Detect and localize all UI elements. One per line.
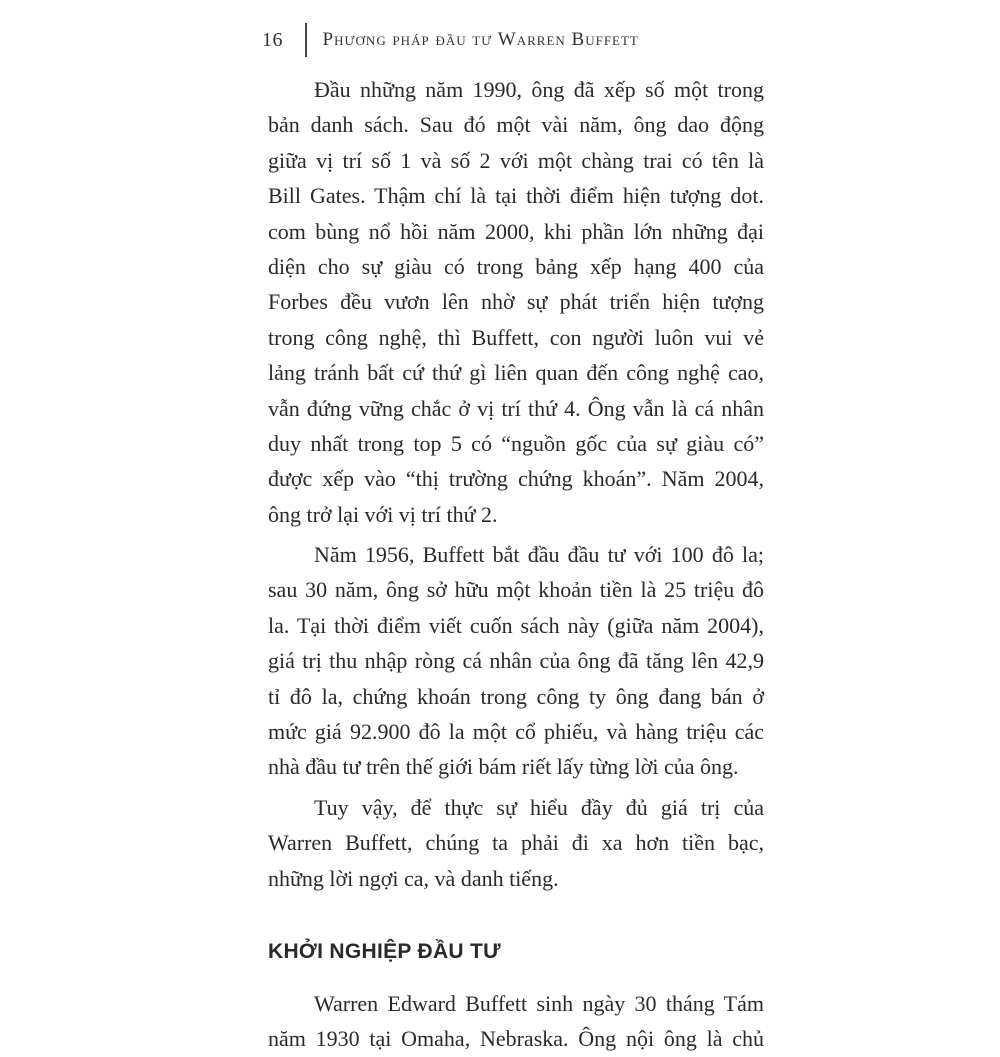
text-line: Tuy vậy, để thực sự hiểu đầy đủ giá trị của bbox=[314, 794, 764, 820]
text-line: được xếp vào “thị trường chứng khoán”. Năm 2004, bbox=[268, 466, 764, 492]
text-line: vẫn đứng vững chắc ở vị trí thứ 4. Ông vẫn là cá nhân bbox=[268, 395, 764, 421]
text-line: mức giá 92.900 đô la một cổ phiếu, và hàng triệu các bbox=[268, 719, 764, 745]
text-line: duy nhất trong top 5 có “nguồn gốc của sự giàu có” bbox=[268, 430, 764, 456]
section-heading: KHỞI NGHIỆP ĐẦU TƯ bbox=[268, 939, 501, 963]
text-line: giữa vị trí số 1 và số 2 với một chàng trai có tên là bbox=[268, 147, 764, 173]
book-title: Phương pháp đầu tư Warren Buffett bbox=[322, 29, 639, 50]
text-line: com bùng nổ hồi năm 2000, khi phần lớn những đại bbox=[268, 218, 764, 244]
text-line: bản danh sách. Sau đó một vài năm, ông dao động bbox=[268, 112, 764, 138]
text-line: giá trị thu nhập ròng cá nhân của ông đã tăng lên 42,9 bbox=[268, 648, 764, 674]
text-line: Năm 1956, Buffett bắt đầu đầu tư với 100 đô la; bbox=[314, 542, 764, 568]
text-line: sau 30 năm, ông sở hữu một khoản tiền là 25 triệu đô bbox=[268, 577, 764, 603]
text-line: nhà đầu tư trên thế giới bám riết lấy từng lời của ông. bbox=[268, 754, 739, 780]
text-line: ông trở lại với vị trí thứ 2. bbox=[268, 501, 498, 527]
paragraph bbox=[268, 986, 764, 1057]
paragraph bbox=[268, 790, 764, 896]
text-line: năm 1930 tại Omaha, Nebraska. Ông nội ông là chủ bbox=[268, 1026, 764, 1052]
text-line: Forbes đều vươn lên nhờ sự phát triển hiện tượng bbox=[268, 289, 764, 315]
text-line: lảng tránh bất cứ thứ gì liên quan đến công nghệ cao, bbox=[268, 360, 764, 386]
text-line: Warren Edward Buffett sinh ngày 30 tháng Tám bbox=[314, 990, 764, 1016]
text-line: những lời ngợi ca, và danh tiếng. bbox=[268, 865, 559, 891]
paragraph bbox=[268, 537, 764, 785]
text-line: Warren Buffett, chúng ta phải đi xa hơn tiền bạc, bbox=[268, 830, 764, 856]
text-line: la. Tại thời điểm viết cuốn sách này (giữa năm 2004), bbox=[268, 612, 764, 638]
header-divider bbox=[305, 23, 307, 57]
text-line: trong công nghệ, thì Buffett, con người luôn vui vẻ bbox=[268, 324, 764, 350]
text-line: Đầu những năm 1990, ông đã xếp số một trong bbox=[314, 77, 764, 102]
text-line: tỉ đô la, chứng khoán trong công ty ông đang bán ở bbox=[268, 683, 764, 709]
text-line: Bill Gates. Thậm chí là tại thời điểm hiện tượng dot. bbox=[268, 183, 764, 209]
text-line: diện cho sự giàu có trong bảng xếp hạng 400 của bbox=[268, 253, 764, 279]
paragraph bbox=[268, 72, 764, 532]
running-header bbox=[262, 22, 639, 58]
body-text bbox=[268, 72, 764, 1057]
page-number: 16 bbox=[262, 28, 283, 51]
